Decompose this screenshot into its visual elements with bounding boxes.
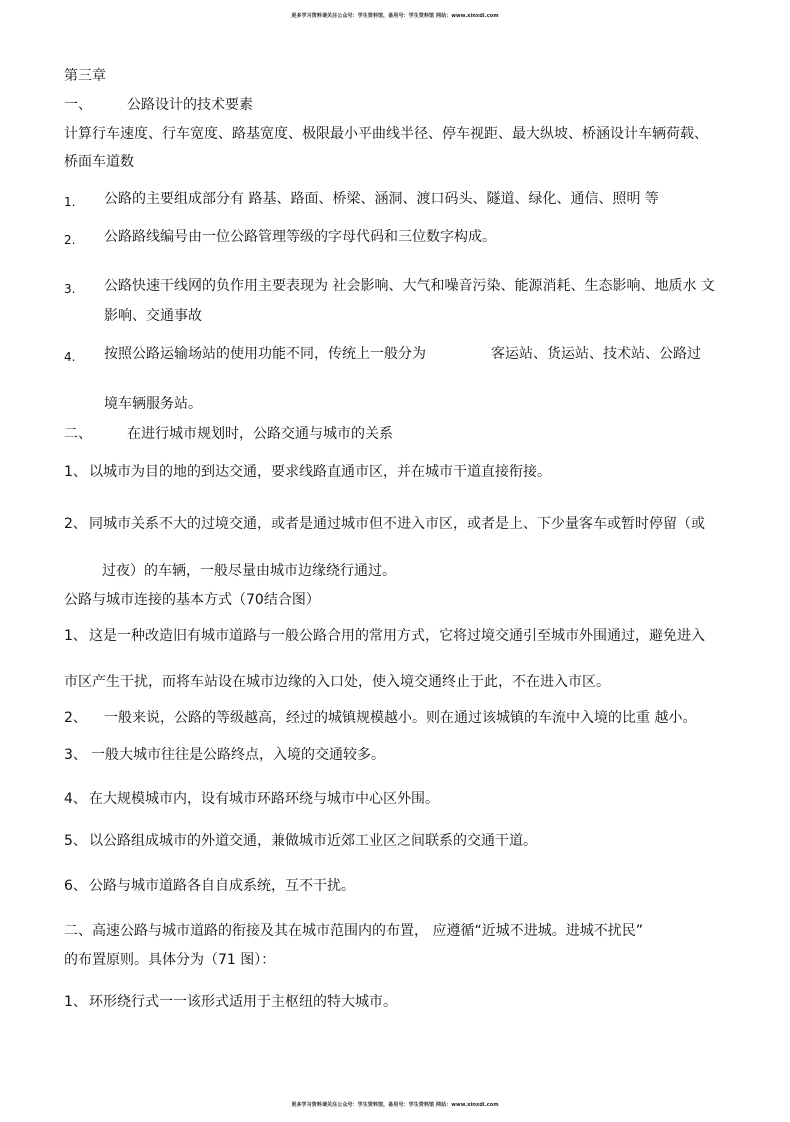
list3-item5-text: 以公路组成城市的外道交通，兼做城市近郊工业区之间联系的交通干道。 — [89, 833, 537, 849]
list4-item1-text: 环形绕行式一一该形式适用于主枢纽的特大城市。 — [89, 994, 397, 1010]
list2-item1-text: 以城市为目的地的到达交通，要求线路直通市区，并在城市干道直接衔接。 — [89, 464, 551, 480]
list1-item3-continuation: 影响、交通事故 — [104, 308, 202, 324]
list3-item2-number: 2、 — [64, 710, 87, 726]
highway-paragraph-line2: 的布置原则。具体分为（71 图）： — [64, 952, 276, 968]
list3-item1-continuation: 市区产生干扰，而将车站设在城市边缘的入口处，使入境交通终止于此，不在进入市区。 — [64, 674, 610, 690]
list3-item3-text: 一般大城市往往是公路终点，入境的交通较多。 — [91, 747, 385, 763]
list3-item3-number: 3、 — [64, 747, 87, 763]
section1-number: 一、 — [64, 97, 92, 113]
list1-item3-text: 公路快速干线网的负作用主要表现为 社会影响、大气和噪音污染、能源消耗、生态影响、地质水 文 — [104, 278, 715, 294]
list1-item4-continuation: 境车辆服务站。 — [104, 396, 202, 412]
list3-item5-number: 5、 — [64, 833, 87, 849]
page-footer: 更多学习资料请关注公众号：学生资料馆，备用号：学生资料馆 网站：www.xinxdi.com — [291, 1102, 499, 1108]
list1-item2-number: 2. — [64, 233, 76, 247]
list2-item2-number: 2、 — [64, 516, 87, 532]
technical-elements-line1: 计算行车速度、行车宽度、路基宽度、极限最小平曲线半径、停车视距、最大纵坡、桥涵设计车辆荷载、 — [64, 126, 708, 142]
list3-item4-number: 4、 — [64, 791, 87, 807]
chapter-title: 第三章 — [64, 68, 106, 84]
list1-item2-text: 公路路线编号由一位公路管理等级的字母代码和三位数字构成。 — [104, 229, 496, 245]
technical-elements-line2: 桥面车道数 — [64, 154, 134, 170]
connection-heading: 公路与城市连接的基本方式（70结合图） — [64, 592, 320, 608]
list3-item1-number: 1、 — [64, 628, 87, 644]
list4-item1-number: 1、 — [64, 994, 87, 1010]
list2-item2-continuation: 过夜）的车辆，一般尽量由城市边缘绕行通过。 — [102, 563, 396, 579]
list1-item4-text: 按照公路运输场站的使用功能不同，传统上一般分为 — [104, 346, 426, 362]
list1-item4-number: 4. — [64, 350, 76, 364]
page-header: 更多学习资料请关注公众号：学生资料馆，备用号：学生资料馆 网站：www.xinxdi.com — [291, 13, 499, 19]
list1-item1-number: 1. — [64, 195, 76, 209]
list3-item6-number: 6、 — [64, 878, 87, 894]
section2-title: 在进行城市规划时，公路交通与城市的关系 — [127, 426, 393, 442]
section1-title: 公路设计的技术要素 — [127, 97, 253, 113]
list1-item1-text: 公路的主要组成部分有 路基、路面、桥梁、涵洞、渡口码头、隧道、绿化、通信、照明 等 — [104, 191, 659, 207]
list3-item1-text: 这是一种改造旧有城市道路与一般公路合用的常用方式，它将过境交通引至城市外围通过，避免进入 — [89, 628, 705, 644]
list1-item3-number: 3. — [64, 282, 76, 296]
list2-item2-text: 同城市关系不大的过境交通，或者是通过城市但不进入市区，或者是上、下少量客车或暂时停留（或 — [89, 516, 705, 532]
list2-item1-number: 1、 — [64, 464, 87, 480]
highway-paragraph-line1: 二、高速公路与城市道路的衔接及其在城市范围内的布置， 应遵循“近城不进城。进城不扰民” — [64, 923, 643, 939]
list3-item4-text: 在大规模城市内，设有城市环路环绕与城市中心区外围。 — [89, 791, 439, 807]
list3-item6-text: 公路与城市道路各自自成系统，互不干扰。 — [89, 878, 355, 894]
list1-item4-text-part2: 客运站、货运站、技术站、公路过 — [491, 346, 701, 362]
section2-number: 二、 — [64, 426, 92, 442]
list3-item2-text: 一般来说，公路的等级越高，经过的城镇规模越小。则在通过该城镇的车流中入境的比重 越小。 — [104, 710, 697, 726]
